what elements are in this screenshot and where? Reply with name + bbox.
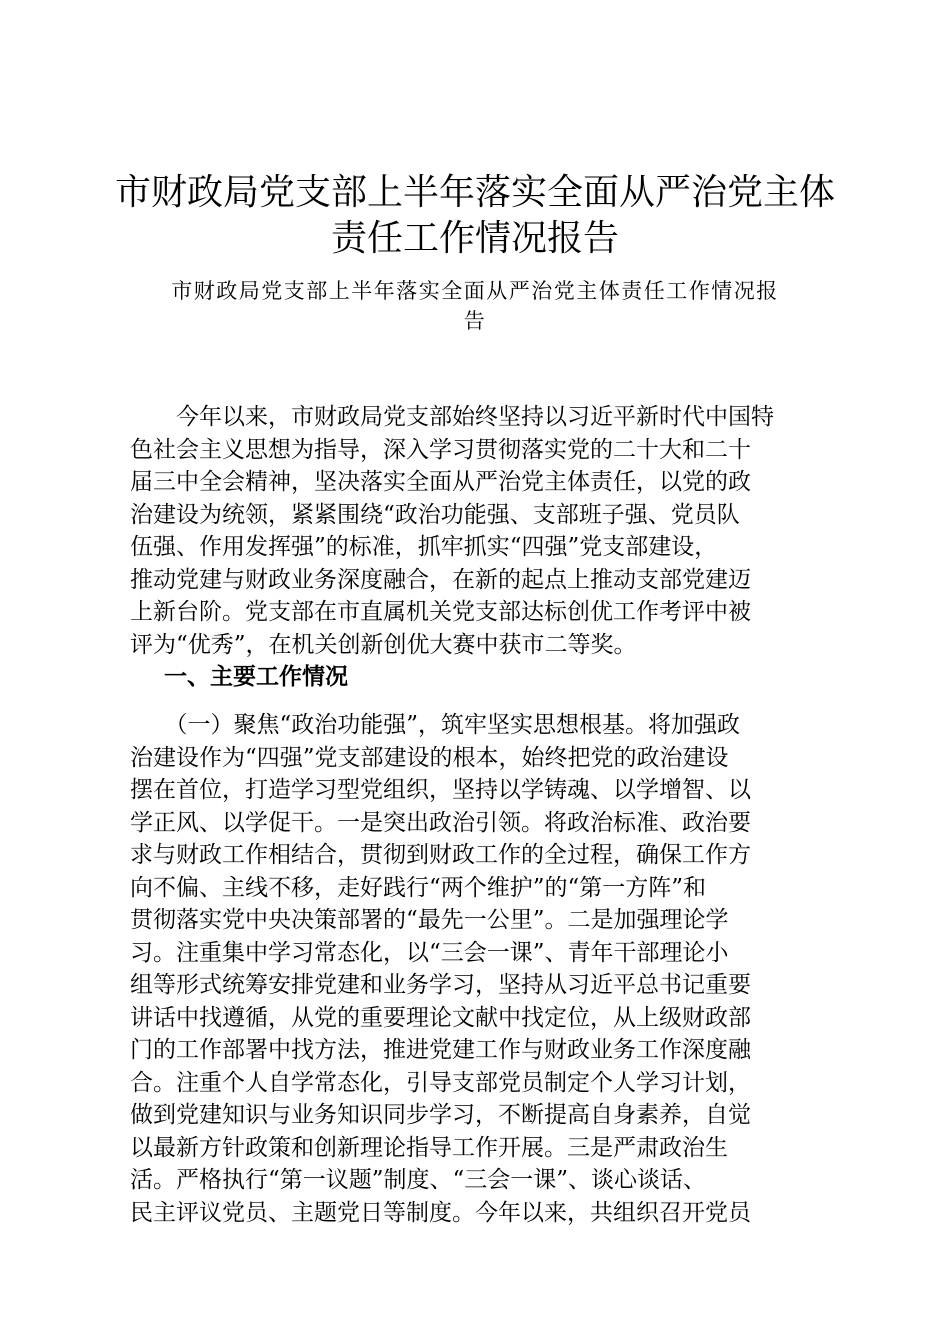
text-line: 今年以来，市财政局党支部始终坚持以习近平新时代中国特: [130, 404, 774, 430]
text-line: 届三中全会精神，坚决落实全面从严治党主体责任，以党的政: [130, 469, 751, 495]
text-line: 合。注重个人自学常态化，引导支部党员制定个人学习计划，: [130, 1069, 751, 1096]
text-line: 讲话中找遵循，从党的重要理论文献中找定位，从上级财政部: [130, 1004, 751, 1031]
text-line: 伍强、作用发挥强”的标准，抓牢抓实“四强”党支部建设，: [130, 534, 718, 560]
intro-paragraph: [130, 401, 830, 661]
text-line: 以最新方针政策和创新理论指导工作开展。三是严肃政治生: [130, 1134, 728, 1161]
text-line: 学正风、以学促干。一是突出政治引领。将政治标准、政治要: [130, 809, 751, 836]
text-line: 民主评议党员、主题党日等制度。今年以来，共组织召开党员: [130, 1199, 751, 1226]
text-line: （一）聚焦“政治功能强”，筑牢坚实思想根基。将加强政: [130, 712, 741, 738]
title-line: 责任工作情况报告: [330, 218, 619, 259]
text-line: 习。注重集中学习常态化，以“三会一课”、青年干部理论小: [130, 939, 729, 966]
section-heading: 一、主要工作情况: [164, 664, 348, 690]
text-line: 求与财政工作相结合，贯彻到财政工作的全过程，确保工作方: [130, 842, 751, 868]
text-line: 色社会主义思想为指导，深入学习贯彻落实党的二十大和二十: [130, 436, 751, 463]
text-line: 治建设作为“四强”党支部建设的根本，始终把党的政治建设: [130, 744, 729, 771]
document-title: [110, 170, 840, 262]
text-line: 活。严格执行“第一议题”制度、“三会一课”、谈心谈话、: [130, 1167, 707, 1193]
text-line: 门的工作部署中找方法，推进党建工作与财政业务工作深度融: [130, 1037, 751, 1063]
text-line: 组等形式统筹安排党建和业务学习，坚持从习近平总书记重要: [130, 972, 751, 998]
text-line: 贯彻落实党中央决策部署的“最先一公里”。二是加强理论学: [130, 907, 729, 933]
text-line: 摆在首位，打造学习型党组织，坚持以学铸魂、以学增智、以: [130, 777, 751, 803]
text-line: 做到党建知识与业务知识同步学习，不断提高自身素养，自觉: [130, 1102, 751, 1128]
title-line: 市财政局党支部上半年落实全面从严治党主体: [114, 172, 835, 213]
section-paragraph: [130, 709, 830, 1229]
text-line: 推动党建与财政业务深度融合，在新的起点上推动支部党建迈: [130, 566, 751, 593]
text-line: 评为“优秀”，在机关创新创优大赛中获市二等奖。: [130, 631, 637, 658]
text-line: 上新台阶。党支部在市直属机关党支部达标创优工作考评中被: [130, 599, 751, 625]
subtitle-line: 市财政局党支部上半年落实全面从严治党主体责任工作情况报: [171, 279, 779, 303]
text-line: 治建设为统领，紧紧围绕“政治功能强、支部班子强、党员队: [130, 501, 740, 528]
document-subtitle: [120, 276, 830, 336]
text-line: 向不偏、主线不移，走好践行“两个维护”的“第一方阵”和: [130, 874, 707, 901]
subtitle-line: 告: [463, 309, 487, 333]
